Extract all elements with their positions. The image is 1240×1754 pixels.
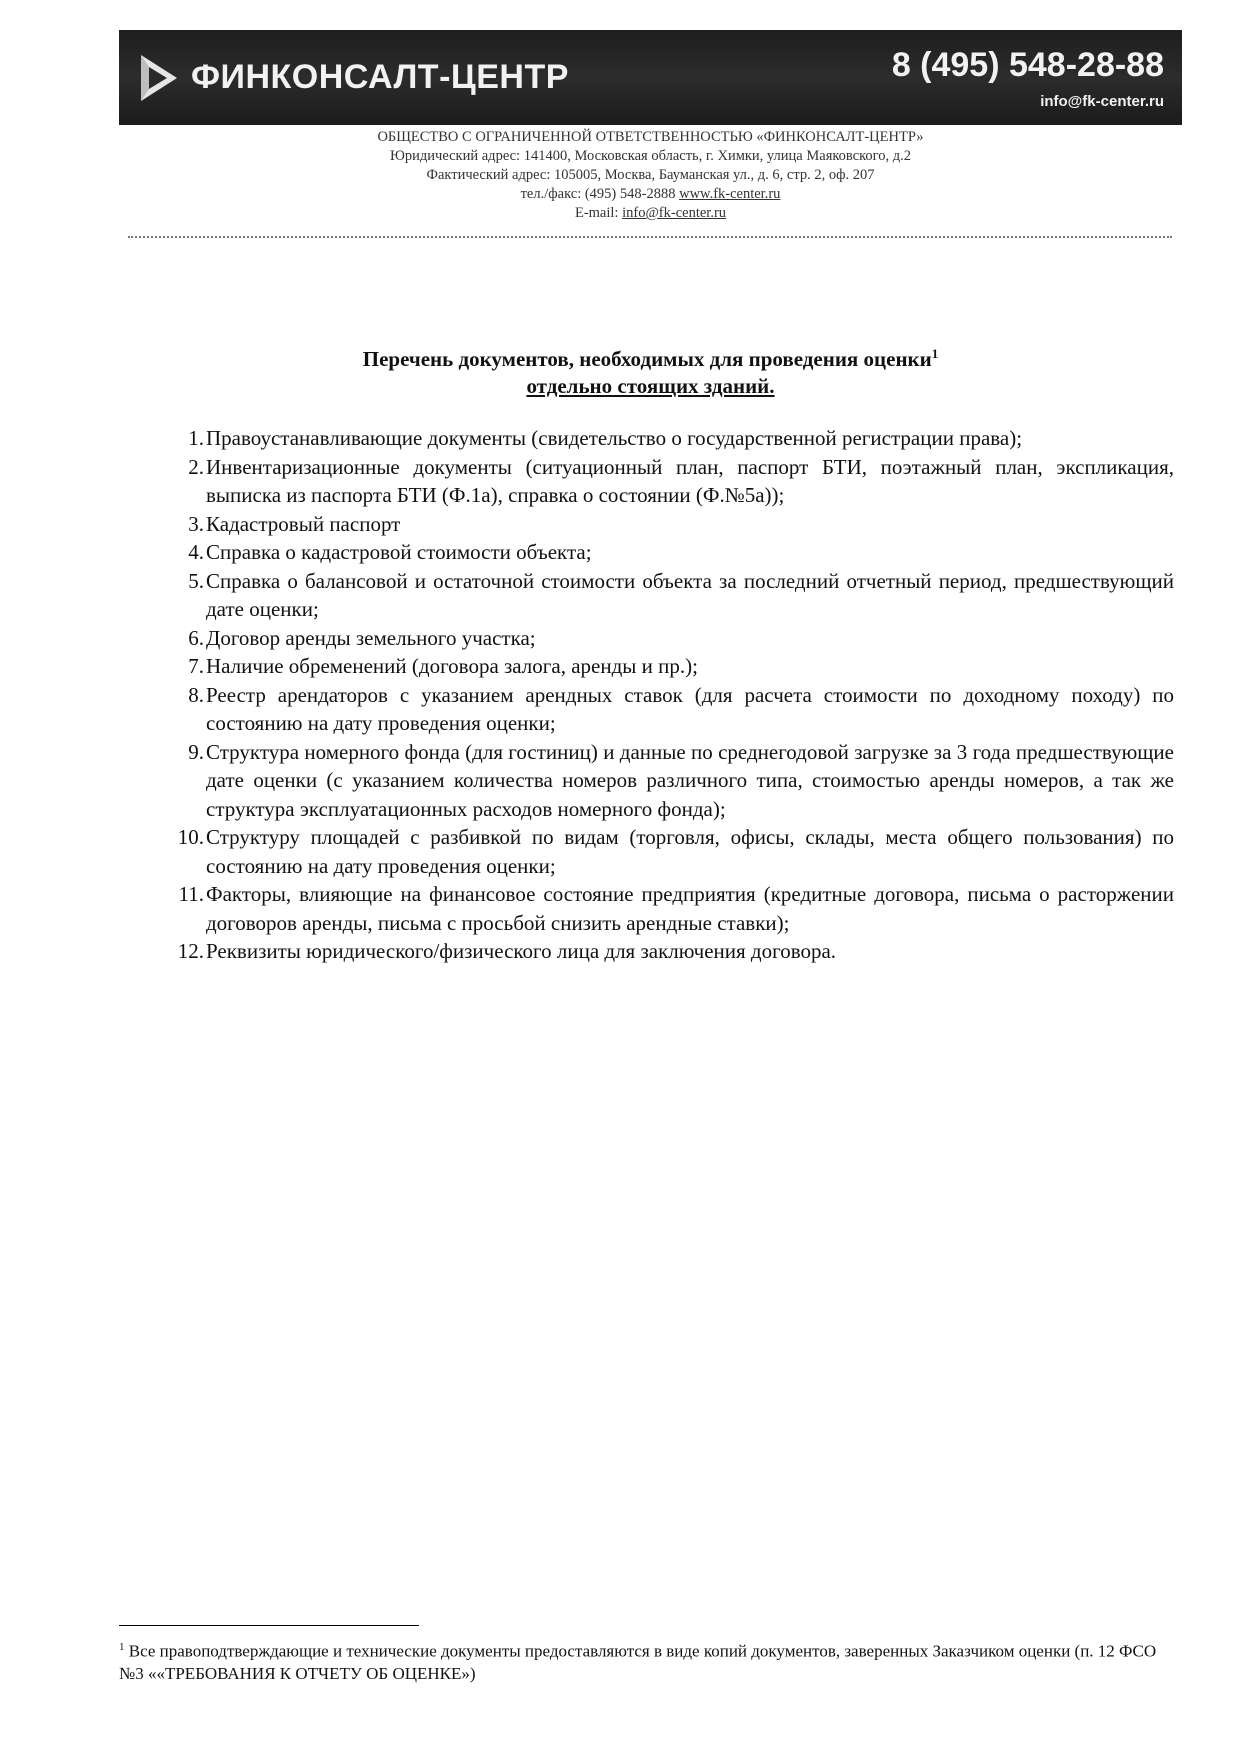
org-tel-line	[119, 185, 1182, 204]
list-item-text: Факторы, влияющие на финансовое состояние предприятия (кредитные договора, письма о расторжении договоров аренды, письма с просьбой снизить арендные ставки);	[206, 882, 1174, 935]
list-item	[164, 510, 1174, 539]
list-item-number: 6.	[188, 625, 204, 650]
list-item-number: 8.	[188, 682, 204, 707]
org-email-link[interactable]: info@fk-center.ru	[622, 205, 727, 221]
list-item	[164, 624, 1174, 653]
header-contact	[892, 45, 1164, 110]
org-tel: тел./факс: (495) 548-2888	[520, 186, 680, 202]
org-email-label: E-mail:	[574, 205, 623, 221]
list-item	[164, 453, 1174, 510]
footnote-text: Все правоподтверждающие и технические документы предоставляются в виде копий документов, заверенных Заказчиком оценки (п. 12 ФСО №3 ««ТРЕБОВАНИЯ К ОТЧЕТУ ОБ ОЦЕНКЕ»)	[119, 1641, 1157, 1683]
list-item-number: 4.	[188, 540, 204, 564]
list-item-text: Справка о балансовой и остаточной стоимости объекта за последний отчетный период, предшествующий дате оценки;	[206, 568, 1174, 621]
list-item	[164, 823, 1174, 880]
brand	[137, 53, 569, 103]
list-item	[164, 681, 1174, 738]
list-item-number: 1.	[188, 426, 204, 450]
header-email: info@fk-center.ru	[1040, 93, 1164, 110]
list-item-text: Реестр арендаторов с указанием арендных ставок (для расчета стоимости по доходному походу) по состоянию на дату проведения оценки;	[206, 682, 1174, 735]
list-item-text: Кадастровый паспорт	[206, 511, 401, 536]
header-divider	[128, 236, 1172, 238]
list-item-text: Структуру площадей с разбивкой по видам (торговля, офисы, склады, места общего пользования) по состоянию на дату проведения оценки;	[206, 825, 1174, 878]
list-item-text: Справка о кадастровой стоимости объекта;	[206, 540, 592, 564]
list-item-number: 3.	[188, 511, 204, 536]
list-item	[164, 738, 1174, 824]
company-logo-icon	[137, 53, 179, 103]
header-banner	[119, 30, 1182, 125]
footnote-divider	[119, 1625, 419, 1626]
list-item-text: Структура номерного фонда (для гостиниц) и данные по среднегодовой загрузке за 3 года предшествующие дате оценки (с указанием количества номеров различного типа, стоимостью аренды номеров, а так же структура эксплуатационных расходов номерного фонда);	[206, 739, 1174, 821]
footnote	[119, 1636, 1159, 1685]
list-item	[164, 538, 1174, 567]
list-item	[164, 567, 1174, 624]
org-name: ОБЩЕСТВО С ОГРАНИЧЕННОЙ ОТВЕТСТВЕННОСТЬЮ «ФИНКОНСАЛТ-ЦЕНТР»	[377, 129, 924, 145]
org-details	[119, 128, 1182, 223]
list-item-number: 5.	[188, 568, 204, 593]
list-item	[164, 880, 1174, 937]
list-item-number: 12.	[177, 939, 204, 963]
header-phone: 8 (495) 548-28-88	[891, 46, 1164, 84]
list-item-number: 9.	[188, 739, 204, 764]
list-item-number: 11.	[178, 882, 204, 906]
list-item-number: 2.	[188, 454, 204, 479]
org-website-link[interactable]: www.fk-center.ru	[679, 186, 781, 202]
list-item-text: Реквизиты юридического/физического лица для заключения договора.	[206, 939, 837, 963]
document-title	[119, 340, 1182, 400]
brand-name: ФИНКОНСАЛТ-ЦЕНТР	[191, 58, 569, 96]
list-item-text: Инвентаризационные документы (ситуационный план, паспорт БТИ, поэтажный план, экспликация, выписка из паспорта БТИ (Ф.1а), справка о состоянии (Ф.№5а));	[206, 454, 1174, 507]
title-text: Перечень документов, необходимых для проведения оценки	[362, 347, 932, 371]
list-item	[164, 424, 1174, 453]
org-email-line	[119, 204, 1182, 223]
list-item-number: 7.	[188, 654, 204, 678]
list-item-text: Договор аренды земельного участка;	[206, 625, 536, 650]
list-item	[164, 937, 1174, 966]
title-line-1	[119, 340, 1182, 373]
title-footnote-mark: 1	[931, 346, 939, 361]
document-list	[164, 424, 1174, 966]
list-item-number: 10.	[177, 825, 204, 849]
org-actual-address: Фактический адрес: 105005, Москва, Бауманская ул., д. 6, стр. 2, оф. 207	[426, 167, 875, 183]
list-item-text: Наличие обременений (договора залога, аренды и пр.);	[206, 654, 698, 678]
list-item-text: Правоустанавливающие документы (свидетельство о государственной регистрации права);	[206, 426, 1023, 450]
footnote-mark: 1	[119, 1641, 125, 1653]
title-line-2: отдельно стоящих зданий.	[526, 374, 775, 398]
org-legal-address: Юридический адрес: 141400, Московская область, г. Химки, улица Маяковского, д.2	[389, 148, 912, 164]
list-item	[164, 652, 1174, 681]
